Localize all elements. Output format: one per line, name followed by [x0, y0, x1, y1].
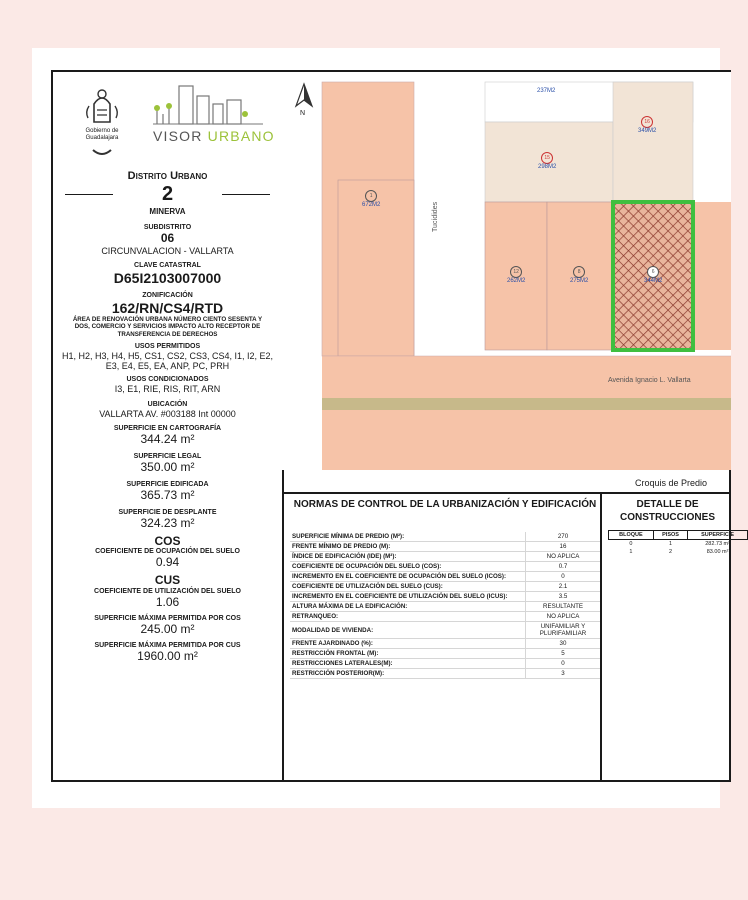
clave-label: CLAVE CATASTRAL [134, 262, 201, 270]
normas-row [290, 552, 600, 562]
smile-icon [79, 148, 125, 158]
lot-label-1: 1 672M2 [362, 190, 380, 208]
distrito-label: Distrito Urbano [127, 170, 208, 182]
logos [53, 80, 282, 160]
sup-legal-label: SUPERFICIE LEGAL [133, 453, 202, 461]
normas-row-label: INCREMENTO EN EL COEFICIENTE DE OCUPACIÓN DEL SUELO (ICOS): [290, 572, 526, 582]
sup-max-cus-value: 1960.00 m² [137, 648, 198, 663]
detalle-row [609, 540, 748, 549]
zonificacion-value: 162/RN/CS4/RTD [111, 300, 224, 317]
normas-row-value: NO APLICA [526, 552, 601, 562]
normas-row-label: ALTURA MÁXIMA DE LA EDIFICACIÓN: [290, 602, 526, 612]
ficha-frame [51, 70, 735, 782]
info-panel [53, 72, 284, 780]
normas-row-label: ÍNDICE DE EDIFICACIÓN (IDE) (M²): [290, 552, 526, 562]
normas-row [290, 592, 600, 602]
cos-value: 0.94 [155, 555, 180, 570]
detalle-cell: 2 [669, 549, 673, 555]
normas-row [290, 542, 600, 552]
normas-row [290, 669, 600, 679]
normas-row-value: 3.5 [526, 592, 601, 602]
normas-row-value: RESULTANTE [526, 602, 601, 612]
sup-edificada-label: SUPERFICIE EDIFICADA [126, 480, 209, 488]
detalle-cell: 282.73 m² [705, 541, 730, 547]
guadalajara-crest-icon [79, 84, 125, 128]
normas-row-label: FRENTE MÍNIMO DE PREDIO (M): [290, 542, 526, 552]
croquis-map[interactable] [282, 72, 731, 494]
distrito-name: MINERVA [149, 206, 186, 216]
usos-permitidos-value: H1, H2, H3, H4, H5, CS1, CS2, CS3, CS4, I1, I2, E2, E3, E4, E5, EA, ANP, PC, PRH [61, 350, 274, 372]
normas-row-label: FRENTE AJARDINADO (%): [290, 639, 526, 649]
normas-row-value: NO APLICA [526, 612, 601, 622]
street-vallarta: Avenida Ignacio L. Vallarta [608, 377, 691, 384]
detalle-header: BLOQUE [609, 531, 654, 540]
lot-label-6: 6 344M2 [644, 266, 662, 284]
lot-label-8: 8 275M2 [570, 266, 588, 284]
subdistrito-label: SUBDISTRITO [143, 223, 192, 231]
sup-cartografia-value: 344.24 m² [140, 432, 195, 447]
normas-table-section [290, 494, 602, 780]
distrito-number: 2 [161, 182, 174, 205]
visor-urbano-wordmark: VISOR URBANO [153, 128, 275, 144]
sup-max-cos-value: 245.00 m² [140, 621, 195, 636]
normas-row [290, 532, 600, 542]
detalle-header: PISOS [653, 531, 687, 540]
normas-row-label: SUPERFICIE MÍNIMA DE PREDIO (M²): [290, 532, 526, 542]
detalle-cell: 0 [629, 541, 633, 547]
normas-row-label: COEFICIENTE DE OCUPACIÓN DEL SUELO (COS): [290, 562, 526, 572]
detalle-cell: 1 [669, 541, 673, 547]
detalle-row [609, 548, 748, 556]
clave-catastral: D65I2103007000 [113, 270, 222, 287]
normas-row-label: INCREMENTO EN EL COEFICIENTE DE UTILIZACIÓN DEL SUELO (ICUS): [290, 592, 526, 602]
sup-max-cus-label: SUPERFICIE MÁXIMA PERMITIDA POR CUS [94, 641, 241, 649]
sup-desplante-label: SUPERFICIE DE DESPLANTE [118, 508, 217, 516]
normas-row [290, 622, 600, 639]
normas-row-value: 0 [526, 572, 601, 582]
normas-title: NORMAS DE CONTROL DE LA URBANIZACIÓN Y EDIFICACIÓN [293, 499, 597, 510]
sup-desplante-value: 324.23 m² [140, 515, 195, 530]
lot-label-237: 237M2 [537, 88, 556, 94]
normas-row-value: 270 [526, 532, 601, 542]
normas-row [290, 612, 600, 622]
document-sheet [32, 48, 735, 808]
tables-section [282, 494, 735, 780]
normas-row-value: 16 [526, 542, 601, 552]
normas-row-value: 0.7 [526, 562, 601, 572]
cus-title: CUS [154, 573, 181, 588]
ubicacion-label: UBICACIÓN [147, 400, 188, 408]
normas-row [290, 639, 600, 649]
normas-row [290, 602, 600, 612]
guadalajara-logo [79, 84, 125, 158]
cos-label: COEFICIENTE DE OCUPACIÓN DEL SUELO [95, 548, 240, 556]
detalle-title: DETALLE DE CONSTRUCCIONES [619, 499, 715, 523]
sup-cartografia-label: SUPERFICIE EN CARTOGRAFÍA [113, 425, 222, 433]
ubicacion-value: VALLARTA AV. #003188 Int 00000 [99, 408, 236, 419]
normas-row-value: 5 [526, 649, 601, 659]
cus-label: COEFICIENTE DE UTILIZACIÓN DEL SUELO [94, 588, 241, 595]
detalle-cell: 83.00 m² [706, 549, 729, 555]
normas-row [290, 562, 600, 572]
usos-condicionados-value: I3, E1, RIE, RIS, RIT, ARN [114, 384, 221, 395]
avenue-median [322, 398, 731, 410]
subdistrito-number: 06 [160, 230, 175, 245]
normas-row-label: RESTRICCIONES LATERALES(M): [290, 659, 526, 669]
detalle-section [604, 494, 735, 780]
normas-row [290, 572, 600, 582]
usos-condicionados-label: USOS CONDICIONADOS [126, 376, 209, 384]
sup-max-cos-label: SUPERFICIE MÁXIMA PERMITIDA POR COS [94, 614, 241, 622]
guadalajara-logo-text: Gobierno de Guadalajara [85, 128, 119, 141]
sup-legal-value: 350.00 m² [140, 460, 195, 475]
zonificacion-label: ZONIFICACIÓN [142, 292, 193, 300]
normas-row-value: UNIFAMILIAR Y PLURIFAMILIAR [526, 622, 601, 639]
normas-row-label: COEFICIENTE DE UTILIZACIÓN DEL SUELO (CUS): [290, 582, 526, 592]
normas-row [290, 659, 600, 669]
normas-row-value: 3 [526, 669, 601, 679]
cos-title: COS [154, 533, 181, 548]
detalle-cell: 1 [629, 549, 633, 555]
normas-row-label: MODALIDAD DE VIVIENDA: [290, 622, 526, 639]
map-caption: Croquis de Predio [634, 478, 707, 488]
sup-edificada-value: 365.73 m² [140, 487, 195, 502]
cus-value: 1.06 [155, 595, 180, 610]
detalle-header: SUPERFICIE [688, 531, 748, 540]
usos-permitidos-label: USOS PERMITIDOS [134, 342, 201, 350]
normas-row [290, 582, 600, 592]
city-skyline-icon [153, 84, 263, 126]
normas-row [290, 649, 600, 659]
normas-row-value: 2.1 [526, 582, 601, 592]
distrito-number-row [53, 183, 282, 205]
zonificacion-desc: ÁREA DE RENOVACIÓN URBANA NÚMERO CIENTO SESENTA Y DOS, COMERCIO Y SERVICIOS IMPACTO ALTO RECEPTOR DE TRANSFERENCIA DE DERECHOS [72, 316, 263, 338]
north-label: N [300, 110, 306, 117]
street-tucidides: Tucídides [432, 201, 439, 232]
lot-label-12: 12 262M2 [507, 266, 525, 284]
normas-row-label: RESTRICCIÓN FRONTAL (M): [290, 649, 526, 659]
normas-row-value: 0 [526, 659, 601, 669]
lot-label-16: 16 349M2 [638, 116, 656, 134]
normas-row-value: 30 [526, 639, 601, 649]
normas-row-label: RESTRICCIÓN POSTERIOR(M): [290, 669, 526, 679]
subdistrito-name: CIRCUNVALACION - VALLARTA [101, 245, 234, 256]
detalle-table [608, 530, 748, 556]
lot-label-15: 15 298M2 [538, 152, 556, 170]
normas-table [290, 532, 600, 679]
visor-urbano-logo [153, 84, 275, 154]
normas-row-label: RETRANQUEO: [290, 612, 526, 622]
